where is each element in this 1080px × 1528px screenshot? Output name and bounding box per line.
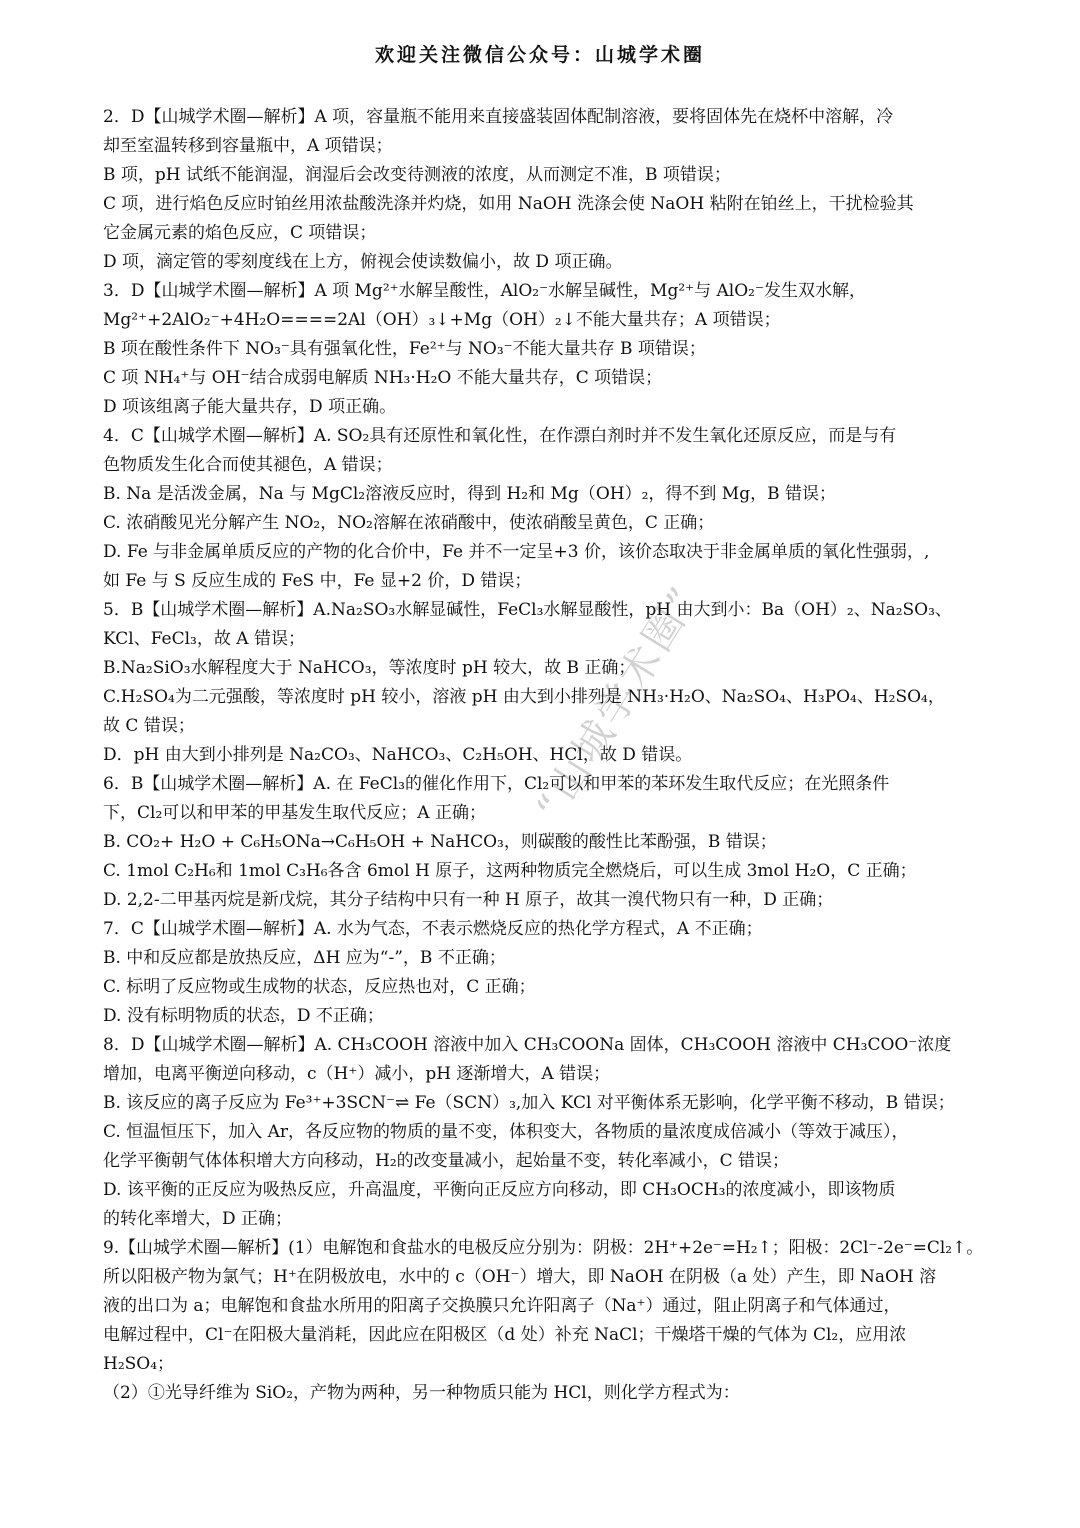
text-line: 7．C【山城学术圈—解析】A. 水为气态，不表示燃烧反应的热化学方程式，A 不正确； [103, 919, 763, 939]
text-line: D．pH 由大到小排列是 Na₂CO₃、NaHCO₃、C₂H₅OH、HCl，故 D 错误。 [103, 745, 693, 765]
text-line: 2．D【山城学术圈—解析】A 项，容量瓶不能用来直接盛装固体配制溶液，要将固体先在烧杯中溶解，冷 [103, 107, 894, 127]
text-line: 如 Fe 与 S 反应生成的 FeS 中，Fe 显+2 价，D 错误； [103, 571, 532, 591]
answer-text [103, 103, 983, 1408]
watermark: “山城学术圈” [527, 576, 710, 830]
text-line: （2）①光导纤维为 SiO₂，产物为两种，另一种物质只能为 HCl，则化学方程式为： [103, 1383, 740, 1403]
text-line: 9.【山城学术圈—解析】(1）电解饱和食盐水的电极反应分别为：阴极：2H⁺+2e⁻=H₂↑；阳极：2Cl⁻-2e⁻=Cl₂↑。 [103, 1238, 984, 1258]
text-line: C. 浓硝酸见光分解产生 NO₂，NO₂溶解在浓硝酸中，使浓硝酸呈黄色，C 正确； [103, 513, 715, 533]
text-line: KCl、FeCl₃，故 A 错误； [103, 629, 305, 649]
text-line: 下，Cl₂可以和甲苯的甲基发生取代反应；A 正确； [103, 803, 486, 823]
text-line: 色物质发生化合而使其褪色，A 错误； [103, 455, 393, 475]
text-line: 液的出口为 a；电解饱和食盐水所用的阳离子交换膜只允许阳离子（Na⁺）通过，阻止阴离子和气体通过， [103, 1296, 901, 1316]
text-line: 电解过程中，Cl⁻在阳极大量消耗，因此应在阳极区（d 处）补充 NaCl；干燥塔干燥的气体为 Cl₂，应用浓 [103, 1325, 907, 1345]
text-line: D. 没有标明物质的状态，D 不正确； [103, 1006, 384, 1026]
text-line: B 项在酸性条件下 NO₃⁻具有强氧化性，Fe²⁺与 NO₃⁻不能大量共存 B 项错误； [103, 339, 706, 359]
text-line: 3．D【山城学术圈—解析】A 项 Mg²⁺水解呈酸性，AlO₂⁻水解呈碱性，Mg²⁺与 AlO₂⁻发生双水解， [103, 281, 866, 301]
text-line: 5．B【山城学术圈—解析】A.Na₂SO₃水解显碱性，FeCl₃水解显酸性，pH 由大到小：Ba（OH）₂、Na₂SO₃、 [103, 600, 952, 620]
text-line: D. 该平衡的正反应为吸热反应，升高温度，平衡向正反应方向移动，即 CH₃OCH₃的浓度减小，即该物质 [103, 1180, 896, 1200]
text-line: B.Na₂SiO₃水解程度大于 NaHCO₃，等浓度时 pH 较大，故 B 正确； [103, 658, 636, 678]
text-line: C. 标明了反应物或生成物的状态，反应热也对，C 正确； [103, 977, 536, 997]
text-line: 所以阳极产物为氯气；H⁺在阴极放电，水中的 c（OH⁻）增大，即 NaOH 在阴极（a 处）产生，即 NaOH 溶 [103, 1267, 937, 1287]
text-line: C. 1mol C₂H₆和 1mol C₃H₆各含 6mol H 原子，这两种物质完全燃烧后，可以生成 3mol H₂O，C 正确； [103, 861, 917, 881]
text-line: C 项 NH₄⁺与 OH⁻结合成弱电解质 NH₃·H₂O 不能大量共存，C 项错误； [103, 368, 663, 388]
text-line: 的转化率增大，D 正确； [103, 1209, 293, 1229]
text-line: B 项，pH 试纸不能润湿，润湿后会改变待测液的浓度，从而测定不准，B 项错误； [103, 165, 731, 185]
text-line: 增加，电离平衡逆向移动，c（H⁺）减小，pH 逐渐增大，A 错误； [103, 1064, 611, 1084]
text-line: H₂SO₄； [103, 1354, 175, 1374]
text-line: 它金属元素的焰色反应，C 项错误； [103, 223, 377, 243]
page-header: 欢迎关注微信公众号：山城学术圈 [374, 44, 705, 66]
text-line: D 项，滴定管的零刻度线在上方，俯视会使读数偏小，故 D 项正确。 [103, 252, 623, 272]
text-line: Mg²⁺+2AlO₂⁻+4H₂O====2Al（OH）₃↓+Mg（OH）₂↓不能大量共存；A 项错误； [103, 310, 781, 330]
text-line: C 项，进行焰色反应时铂丝用浓盐酸洗涤并灼烧，如用 NaOH 洗涤会使 NaOH 粘附在铂丝上，干扰检验其 [103, 194, 914, 214]
text-line: 6．B【山城学术圈—解析】A. 在 FeCl₃的催化作用下，Cl₂可以和甲苯的苯环发生取代反应；在光照条件 [103, 774, 890, 794]
text-line: C. 恒温恒压下，加入 Ar，各反应物的物质的量不变，体积变大，各物质的量浓度成倍减小（等效于减压）， [103, 1122, 909, 1142]
text-line: B. Na 是活泼金属，Na 与 MgCl₂溶液反应时，得到 H₂和 Mg（OH）₂，得不到 Mg，B 错误； [103, 484, 836, 504]
text-line: C.H₂SO₄为二元强酸，等浓度时 pH 较小，溶液 pH 由大到小排列是 NH₃·H₂O、Na₂SO₄、H₃PO₄、H₂SO₄， [103, 687, 945, 707]
text-line: 4．C【山城学术圈—解析】A. SO₂具有还原性和氧化性，在作漂白剂时并不发生氧化还原反应，而是与有 [103, 426, 897, 446]
text-line: D. 2,2-二甲基丙烷是新戊烷，其分子结构中只有一种 H 原子，故其一溴代物只有一种，D 正确； [103, 890, 834, 910]
text-line: 故 C 错误； [103, 716, 195, 736]
text-line: 8．D【山城学术圈—解析】A. CH₃COOH 溶液中加入 CH₃COONa 固体，CH₃COOH 溶液中 CH₃COO⁻浓度 [103, 1035, 952, 1055]
text-line: B. 中和反应都是放热反应，ΔH 应为“-”，B 不正确； [103, 948, 506, 968]
text-line: B. 该反应的离子反应为 Fe³⁺+3SCN⁻⇌ Fe（SCN）₃,加入 KCl 对平衡体系无影响，化学平衡不移动，B 错误； [103, 1093, 955, 1113]
text-line: 化学平衡朝气体体积增大方向移动，H₂的改变量减小，起始量不变，转化率减小，C 错误； [103, 1151, 790, 1171]
text-line: 却至室温转移到容量瓶中，A 项错误； [103, 136, 393, 156]
text-line: B. CO₂+ H₂O + C₆H₅ONa→C₆H₅OH + NaHCO₃，则碳酸的酸性比苯酚强，B 错误； [103, 832, 777, 852]
text-line: D 项该组离子能大量共存，D 项正确。 [103, 397, 397, 417]
text-line: D. Fe 与非金属单质反应的产物的化合价中，Fe 并不一定呈+3 价，该价态取决于非金属单质的氧化性强弱，, [103, 542, 930, 562]
